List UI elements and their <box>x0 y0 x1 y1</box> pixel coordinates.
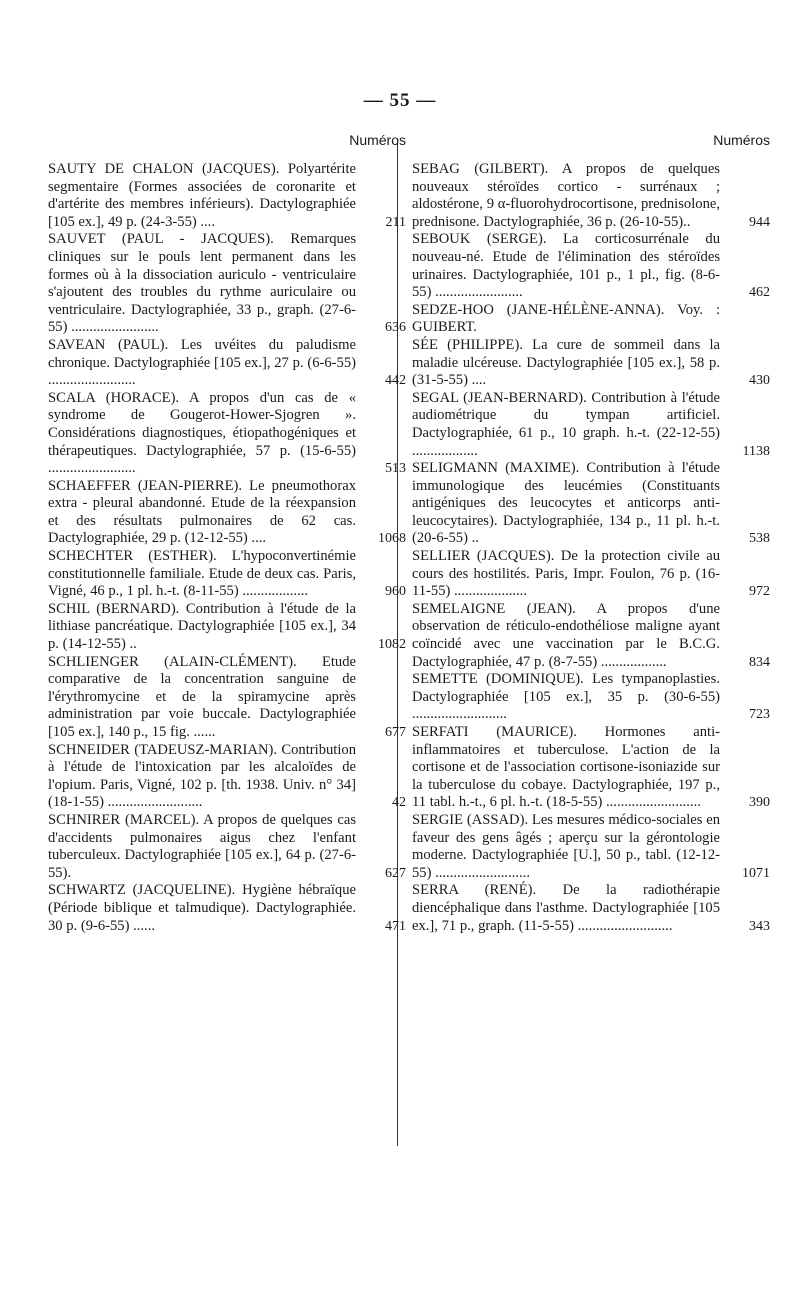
entry-text: SCALA (HORACE). A propos d'un cas de « syndrome de Gougerot-Hower-Sjogren ». Considérations diagnostiques, étiopathogéniques et thérapeutiques. Dactylographiée, 57 p. (15-6-55) ........................ <box>48 389 356 477</box>
bibliography-entry <box>412 302 772 337</box>
entry-text: SEBOUK (SERGE). La corticosurrénale du nouveau-né. Etude de l'élimination des stéroïdes urinaires. Dactylographiée, 101 p., 1 pl., fig. (8-6-55) ........................ <box>412 231 720 301</box>
entry-text: SCHNIRER (MARCEL). A propos de quelques cas d'accidents pulmonaires aigus chez l'enfant tuberculeux. Dactylographiée [105 ex.], 64 p. (27-6-55). <box>48 811 356 881</box>
entry-number: 538 <box>749 531 770 547</box>
entry-number: 42 <box>392 795 406 811</box>
entry-number: 834 <box>749 654 770 670</box>
entry-list-left <box>48 161 408 935</box>
bibliography-entry <box>412 724 772 812</box>
bibliography-entry <box>48 812 408 882</box>
entry-number: 390 <box>749 795 770 811</box>
column-header-right: Numéros <box>713 132 770 148</box>
bibliography-entry <box>412 671 772 724</box>
entry-number: 972 <box>749 584 770 600</box>
bibliography-entry <box>48 478 408 548</box>
right-column <box>412 132 772 935</box>
bibliography-entry <box>48 337 408 390</box>
entry-number: 462 <box>749 285 770 301</box>
entry-number: 1138 <box>742 443 770 459</box>
entry-text: SCHAEFFER (JEAN-PIERRE). Le pneumothorax extra - pleural abandonné. Etude de la réexpansion et des résultats pulmonaires de 62 cas. Dactylographiée, 29 p. (12-12-55) .... <box>48 477 356 547</box>
entry-text: SCHWARTZ (JACQUELINE). Hygiène hébraïque (Période biblique et talmudique). Dactylographiée. 30 p. (9-6-55) ...... <box>48 882 356 934</box>
entry-text: SAUTY DE CHALON (JACQUES). Polyartérite segmentaire (Formes associées de coronarite et d'artérite des membres inférieurs). Dactylographiée [105 ex.], 49 p. (24-3-55) .... <box>48 161 356 230</box>
entry-text: SCHIL (BERNARD). Contribution à l'étude de la lithiase pancréatique. Dactylographiée [105 ex.], 34 p. (14-12-55) .. <box>48 600 356 653</box>
entry-text: SELLIER (JACQUES). De la protection civile au cours des hostilités. Paris, Impr. Foulon, 76 p. (16-11-55) .................... <box>412 548 720 600</box>
entry-text: SEMETTE (DOMINIQUE). Les tympanoplasties. Dactylographiée [105 ex.], 35 p. (30-6-55) .......................... <box>412 671 720 723</box>
entry-number: 1068 <box>378 531 406 547</box>
entry-text: SAUVET (PAUL - JACQUES). Remarques cliniques sur le pouls lent permanent dans les formes où à la dissociation auriculo - ventriculaire s'ajoutent des troubles du rythme auriculaire ou ventriculaire. Dactylographiée, 33 p., graph. (27-6-55) ........................ <box>48 231 356 336</box>
entry-number: 430 <box>749 373 770 389</box>
entry-number: 1071 <box>742 865 770 881</box>
entry-text: SERRA (RENÉ). De la radiothérapie diencéphalique dans l'asthme. Dactylographiée [105 ex.], 71 p., graph. (11-5-55) .......................... <box>412 882 720 934</box>
bibliography-entry <box>412 231 772 301</box>
bibliography-entry <box>412 337 772 390</box>
bibliography-entry <box>412 812 772 882</box>
entry-number: 343 <box>749 918 770 934</box>
entry-number: 960 <box>385 584 406 600</box>
column-header-left: Numéros <box>349 132 406 148</box>
entry-number: 627 <box>385 865 406 881</box>
bibliography-entry <box>48 882 408 935</box>
bibliography-entry <box>48 601 408 654</box>
entry-number: 211 <box>385 214 406 230</box>
entry-number: 636 <box>385 320 406 336</box>
entry-text: SAVEAN (PAUL). Les uvéites du paludisme chronique. Dactylographiée [105 ex.], 27 p. (6-6-55) ........................ <box>48 336 356 389</box>
bibliography-entry <box>412 548 772 601</box>
bibliography-entry <box>412 161 772 231</box>
entry-text: SELIGMANN (MAXIME). Contribution à l'étude immunologique des leucémies (Constituants antigéniques des leucocytes et anticorps anti-leucocytaires). Dactylographiée, 134 p., 11 pl. h.-t. (20-6-55) .. <box>412 460 720 547</box>
bibliography-entry <box>48 654 408 742</box>
entry-text: SEBAG (GILBERT). A propos de quelques nouveaux stéroïdes cortico - surrénaux ; aldostérone, 9 α-fluorohydrocortisone, prednisolone, prednisone. Dactylographiée, 36 p. (26-10-55).. <box>412 161 720 230</box>
bibliography-entry <box>48 548 408 601</box>
entry-text: SEMELAIGNE (JEAN). A propos d'une observation de réticulo-endothéliose maligne ayant coïncidé avec une vaccination par le B.C.G. Dactylographiée, 47 p. (8-7-55) .................. <box>412 600 720 670</box>
left-column <box>48 132 408 935</box>
entry-text: SEDZE-HOO (JANE-HÉLÈNE-ANNA). Voy. : GUIBERT. <box>412 301 720 336</box>
bibliography-entry <box>48 161 408 231</box>
entry-number: 944 <box>749 214 770 230</box>
page-number: — 55 — <box>363 90 437 111</box>
entry-text: SCHLIENGER (ALAIN-CLÉMENT). Etude comparative de la concentration sanguine de l'érythromycine et de la spiramycine après administration par voie buccale. Dactylographiée [105 ex.], 140 p., 15 fig. ...... <box>48 653 356 740</box>
entry-number: 723 <box>749 707 770 723</box>
entry-list-right <box>412 161 772 935</box>
entry-number: 471 <box>385 918 406 934</box>
bibliography-entry <box>48 742 408 812</box>
entry-text: SCHNEIDER (TADEUSZ-MARIAN). Contribution à l'étude de l'intoxication par les alcaloïdes de l'opium. Paris, Vigné, 102 p. [th. 1938. Univ. n° 34] (18-1-55) .......................... <box>48 741 356 811</box>
entry-text: SCHECHTER (ESTHER). L'hypoconvertinémie constitutionnelle familiale. Etude de deux cas. Paris, Vigné, 46 p., 1 pl. h.-t. (8-11-55) .................. <box>48 548 356 600</box>
entry-number: 442 <box>385 373 406 389</box>
entry-text: SERGIE (ASSAD). Les mesures médico-sociales en faveur des gens âgés ; aperçu sur la gérontologie moderne. Dactylographiée [U.], 50 p., tabl. (12-12-55) .......................... <box>412 811 720 881</box>
entry-number: 1082 <box>378 637 406 653</box>
bibliography-entry <box>412 882 772 935</box>
entry-text: SERFATI (MAURICE). Hormones anti-inflammatoires et tuberculose. L'action de la cortisone et de l'association cortisone-isoniazide sur la tuberculose du cobaye. Dactylographiée, 197 p., 11 tabl. h.-t., 6 pl. h.-t. (18-5-55) .......................... <box>412 724 720 811</box>
bibliography-entry <box>412 460 772 548</box>
bibliography-entry <box>48 390 408 478</box>
entry-number: 677 <box>385 725 406 740</box>
bibliography-entry <box>412 390 772 460</box>
bibliography-entry <box>412 601 772 671</box>
bibliography-entry <box>48 231 408 337</box>
entry-number: 513 <box>385 461 406 477</box>
entry-text: SÉE (PHILIPPE). La cure de sommeil dans la maladie ulcéreuse. Dactylographiée [105 ex.], 58 p. (31-5-55) .... <box>412 336 720 389</box>
entry-text: SEGAL (JEAN-BERNARD). Contribution à l'étude audiométrique du tympan artificiel. Dactylographiée, 61 p., 10 graph. h.-t. (22-12-55) .................. <box>412 389 720 459</box>
